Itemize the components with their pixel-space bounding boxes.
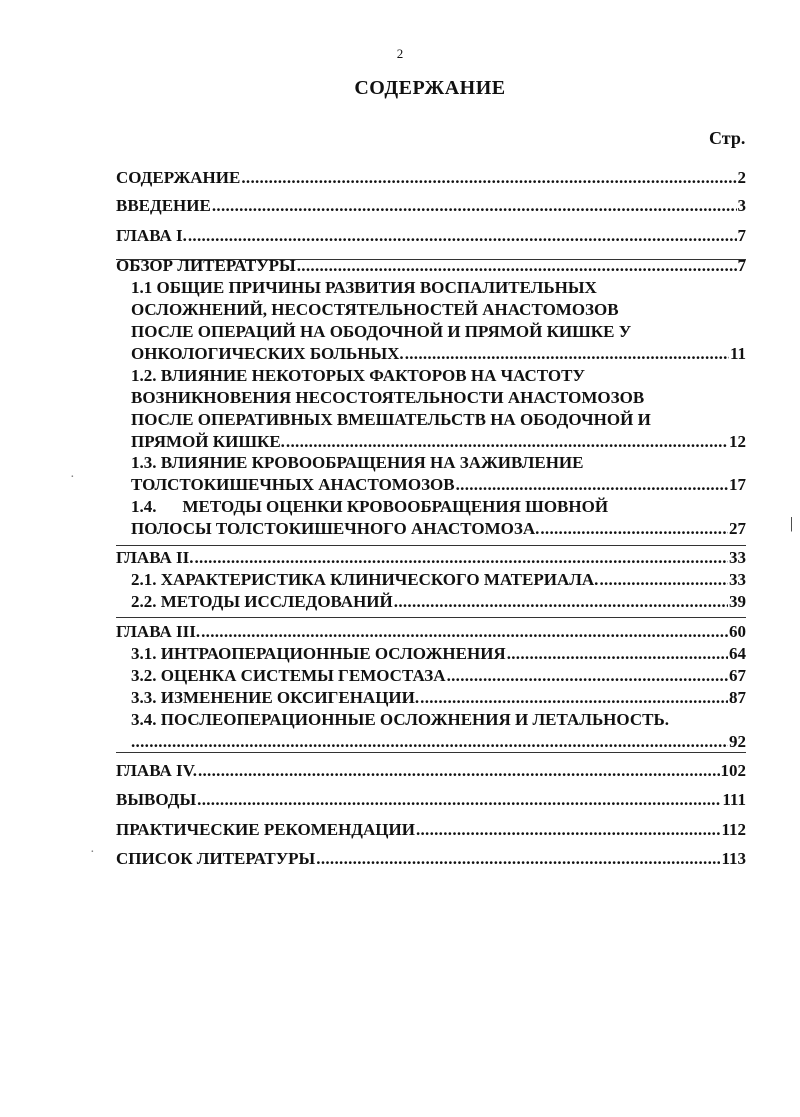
toc-entry-page: 113 bbox=[721, 849, 746, 868]
dot-leader bbox=[131, 731, 728, 753]
dot-leader bbox=[201, 621, 728, 643]
toc-entry-title: 2.1. ХАРАКТЕРИСТИКА КЛИНИЧЕСКОГО МАТЕРИАЛА. bbox=[131, 570, 599, 589]
dot-leader bbox=[194, 547, 728, 569]
dot-leader bbox=[599, 569, 728, 591]
toc-entry-section-1-2[interactable] bbox=[131, 365, 746, 453]
toc-entry-page: 64 bbox=[729, 644, 746, 663]
toc-entry-title: ГЛАВА III. bbox=[116, 622, 201, 641]
toc-entry-section-2-2[interactable] bbox=[131, 591, 746, 613]
toc-entry-title: ГЛАВА II. bbox=[116, 548, 194, 567]
toc-entry-title: ВЫВОДЫ bbox=[116, 790, 197, 809]
toc-entry-title: СОДЕРЖАНИЕ bbox=[116, 168, 241, 187]
document-title: СОДЕРЖАНИЕ bbox=[354, 77, 506, 99]
toc-entry-title: ОНКОЛОГИЧЕСКИХ БОЛЬНЫХ. bbox=[131, 344, 404, 363]
toc-entry-number: 1.4. bbox=[131, 497, 157, 516]
dot-leader bbox=[447, 665, 728, 687]
toc-entry-page: 39 bbox=[729, 592, 746, 611]
toc-entry-title: 3.1. ИНТРАОПЕРАЦИОННЫЕ ОСЛОЖНЕНИЯ bbox=[131, 644, 506, 663]
dot-leader bbox=[507, 643, 728, 665]
toc-entry-contents[interactable] bbox=[116, 167, 746, 189]
toc-entry-page: 33 bbox=[729, 570, 746, 589]
toc-entry-recommendations[interactable] bbox=[116, 819, 746, 841]
toc-entry-introduction[interactable] bbox=[116, 195, 746, 217]
toc-entry-chapter-1[interactable] bbox=[116, 225, 746, 247]
toc-entry-page: 87 bbox=[729, 688, 746, 707]
toc-entry-references[interactable] bbox=[116, 848, 746, 870]
toc-entry-chapter-4[interactable] bbox=[116, 760, 746, 782]
toc-entry-chapter-2[interactable] bbox=[116, 547, 746, 569]
toc-entry-line: 1.1 ОБЩИЕ ПРИЧИНЫ РАЗВИТИЯ ВОСПАЛИТЕЛЬНЫХ bbox=[131, 278, 597, 297]
dot-leader bbox=[212, 195, 737, 217]
toc-entry-title: ПОЛОСЫ ТОЛСТОКИШЕЧНОГО АНАСТОМОЗА. bbox=[131, 519, 540, 538]
toc-entry-section-3-2[interactable] bbox=[131, 665, 746, 687]
toc-entry-line: ПОСЛЕ ОПЕРАЦИЙ НА ОБОДОЧНОЙ И ПРЯМОЙ КИШКЕ У bbox=[131, 322, 632, 341]
toc-entry-line: 1.2. ВЛИЯНИЕ НЕКОТОРЫХ ФАКТОРОВ НА ЧАСТОТУ bbox=[131, 366, 585, 385]
toc-entry-section-1-3[interactable] bbox=[131, 452, 746, 496]
dot-leader bbox=[286, 431, 728, 453]
toc-entry-line: ОСЛОЖНЕНИЙ, НЕСОСТЯТЕЛЬНОСТЕЙ АНАСТОМОЗОВ bbox=[131, 300, 619, 319]
toc-entry-title: ПРАКТИЧЕСКИЕ РЕКОМЕНДАЦИИ bbox=[116, 820, 415, 839]
scan-speck: | bbox=[790, 515, 794, 532]
toc-entry-line: МЕТОДЫ ОЦЕНКИ КРОВООБРАЩЕНИЯ ШОВНОЙ bbox=[182, 497, 609, 516]
toc-entry-page: 11 bbox=[729, 344, 746, 363]
toc-entry-page: 17 bbox=[729, 475, 746, 494]
toc-entry-page: 33 bbox=[729, 548, 746, 567]
toc-entry-title: ТОЛСТОКИШЕЧНЫХ АНАСТОМОЗОВ bbox=[131, 475, 455, 494]
toc-entry-section-1-4[interactable] bbox=[131, 496, 746, 540]
toc-entry-line: ПОСЛЕ ОПЕРАТИВНЫХ ВМЕШАТЕЛЬСТВ НА ОБОДОЧНОЙ И bbox=[131, 410, 651, 429]
toc-entry-chapter-3[interactable] bbox=[116, 621, 746, 643]
toc-entry-line: 1.3. ВЛИЯНИЕ КРОВООБРАЩЕНИЯ НА ЗАЖИВЛЕНИЕ bbox=[131, 453, 584, 472]
toc-entry-page: 111 bbox=[722, 790, 746, 809]
toc-entry-title: ВВЕДЕНИЕ bbox=[116, 196, 211, 215]
separator-rule bbox=[116, 545, 746, 546]
toc-entry-page: 3 bbox=[737, 196, 746, 215]
page-column-label: Стр. bbox=[709, 128, 746, 148]
toc-entry-page: 67 bbox=[729, 666, 746, 685]
toc-entry-title: ГЛАВА IV. bbox=[116, 761, 197, 780]
toc-entry-line: 3.4. ПОСЛЕОПЕРАЦИОННЫЕ ОСЛОЖНЕНИЯ И ЛЕТАЛЬНОСТЬ. bbox=[131, 710, 669, 729]
separator-rule bbox=[116, 617, 746, 618]
scan-speck: · bbox=[70, 470, 75, 485]
toc-entry-title: ОБЗОР ЛИТЕРАТУРЫ bbox=[116, 256, 296, 275]
toc-entry-line: ВОЗНИКНОВЕНИЯ НЕСОСТОЯТЕЛЬНОСТИ АНАСТОМОЗОВ bbox=[131, 388, 645, 407]
scan-speck: · bbox=[90, 845, 95, 860]
toc-entry-title: 2.2. МЕТОДЫ ИССЛЕДОВАНИЙ bbox=[131, 592, 393, 611]
toc-entry-page: 12 bbox=[729, 432, 746, 451]
dot-leader bbox=[241, 167, 736, 189]
toc-entry-page: 92 bbox=[729, 732, 746, 751]
toc-entry-page: 112 bbox=[721, 820, 746, 839]
toc-entry-page: 27 bbox=[729, 519, 746, 538]
dot-leader bbox=[540, 518, 728, 540]
toc-entry-page: 7 bbox=[737, 256, 746, 275]
dot-leader bbox=[420, 687, 728, 709]
toc-entry-page: 102 bbox=[720, 761, 746, 780]
toc-entry-page: 2 bbox=[737, 168, 746, 187]
separator-rule bbox=[116, 752, 746, 753]
toc-entry-section-3-1[interactable] bbox=[131, 643, 746, 665]
dot-leader bbox=[198, 760, 720, 782]
separator-rule bbox=[116, 259, 746, 260]
toc-entry-conclusions[interactable] bbox=[116, 789, 746, 811]
toc-entry-title: ГЛАВА I. bbox=[116, 226, 187, 245]
dot-leader bbox=[416, 819, 721, 841]
toc-entry-section-1-1[interactable] bbox=[131, 277, 746, 365]
dot-leader bbox=[456, 474, 728, 496]
toc-entry-title: 3.3. ИЗМЕНЕНИЕ ОКСИГЕНАЦИИ. bbox=[131, 688, 420, 707]
toc-entry-section-3-3[interactable] bbox=[131, 687, 746, 709]
toc-entry-page: 7 bbox=[737, 226, 746, 245]
page-number: 2 bbox=[396, 46, 404, 61]
dot-leader bbox=[188, 225, 737, 247]
toc-entry-title: ПРЯМОЙ КИШКЕ. bbox=[131, 432, 285, 451]
toc-entry-section-3-4[interactable] bbox=[131, 709, 746, 753]
toc-entry-section-2-1[interactable] bbox=[131, 569, 746, 591]
toc-entry-page: 60 bbox=[729, 622, 746, 641]
toc-entry-title: СПИСОК ЛИТЕРАТУРЫ bbox=[116, 849, 316, 868]
dot-leader bbox=[405, 343, 729, 365]
dot-leader bbox=[394, 591, 728, 613]
dot-leader bbox=[316, 848, 720, 870]
toc-entry-title: 3.2. ОЦЕНКА СИСТЕМЫ ГЕМОСТАЗА bbox=[131, 666, 446, 685]
dot-leader bbox=[197, 789, 721, 811]
